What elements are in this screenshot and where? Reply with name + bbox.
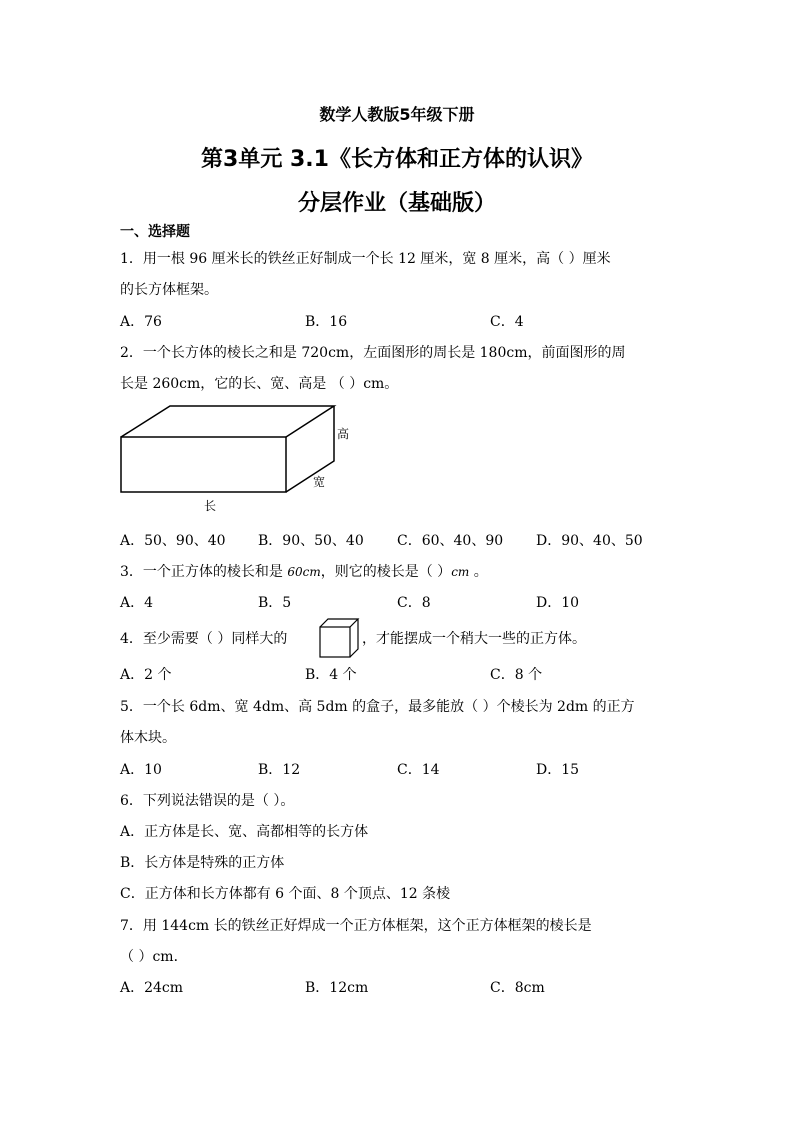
q7-option-b: B．12cm [305,980,369,996]
q4-text-pre: 4．至少需要（ ）同样大的 [120,631,288,647]
q5-option-c: C．14 [397,762,440,778]
figure-label-height: 高 [337,427,350,441]
q4-option-c: C．8 个 [490,667,543,683]
q5-line1: 5．一个长 6dm、宽 4dm、高 5dm 的盒子，最多能放（ ）个棱长为 2dm 的正方 [120,699,635,715]
q5-line2: 体木块。 [120,730,176,746]
document-title: 第3单元 3.1《长方体和正方体的认识》 [201,147,593,172]
document-subtitle: 数学人教版5年级下册 [319,105,475,124]
q7-line1: 7．用 144cm 长的铁丝正好焊成一个正方体框架，这个正方体框架的棱长是 [120,918,592,934]
q3-option-b: B．5 [258,595,292,611]
cuboid-front-face [121,437,286,492]
q6-option-b: B．长方体是特殊的正方体 [120,855,285,871]
q7-line2: （ ）cm． [120,949,188,965]
cuboid-top-face [121,406,334,437]
q3-option-d: D．10 [536,595,580,611]
section-heading: 一、选择题 [120,224,190,240]
q3-option-a: A．4 [120,595,154,611]
q3-text-end: 。 [469,564,488,580]
q1-line1: 1．用一根 96 厘米长的铁丝正好制成一个长 12 厘米，宽 8 厘米，高（ ）厘米 [120,251,611,267]
q1-option-c: C．4 [490,314,524,330]
q2-option-a: A．50、90、40 [120,533,226,549]
q7-option-a: A．24cm [120,980,184,996]
cuboid-figure [115,402,375,520]
q5-option-d: D．15 [536,762,580,778]
q5-option-a: A．10 [120,762,162,778]
q3-unit-1: 60cm [287,565,321,579]
q4-option-a: A．2 个 [120,667,172,683]
q3-text-mid: ，则它的棱长是（ ） [320,564,452,580]
q3-text-pre: 3．一个正方体的棱长和是 [120,564,288,580]
q7-option-c: C．8cm [490,980,545,996]
q3-line1 [120,561,488,581]
q1-option-b: B．16 [305,314,348,330]
q2-option-b: B．90、50、40 [258,533,364,549]
q2-option-c: C．60、40、90 [397,533,504,549]
q6-option-a: A．正方体是长、宽、高都相等的长方体 [120,824,369,840]
cube-icon [318,617,360,659]
q4-text-post: ，才能摆成一个稍大一些的正方体。 [362,631,586,647]
q5-option-b: B．12 [258,762,301,778]
q1-option-a: A．76 [120,314,162,330]
q2-line1: 2．一个长方体的棱长之和是 720cm，左面图形的周长是 180cm，前面图形的周 [120,345,626,361]
q6-line1: 6．下列说法错误的是（ ）。 [120,793,295,809]
figure-label-length: 长 [204,499,217,513]
figure-label-width: 宽 [313,475,326,489]
q6-option-c: C．正方体和长方体都有 6 个面、8 个顶点、12 条棱 [120,886,451,902]
q2-line2: 长是 260cm，它的长、宽、高是 （ ）cm。 [120,376,399,392]
q3-option-c: C．8 [397,595,431,611]
q3-unit-2: cm [451,565,470,579]
q1-line2: 的长方体框架。 [120,282,218,298]
cuboid-right-face [286,406,334,492]
q4-option-b: B．4 个 [305,667,357,683]
q2-option-d: D．90、40、50 [536,533,643,549]
document-title-2: 分层作业（基础版） [297,191,496,216]
